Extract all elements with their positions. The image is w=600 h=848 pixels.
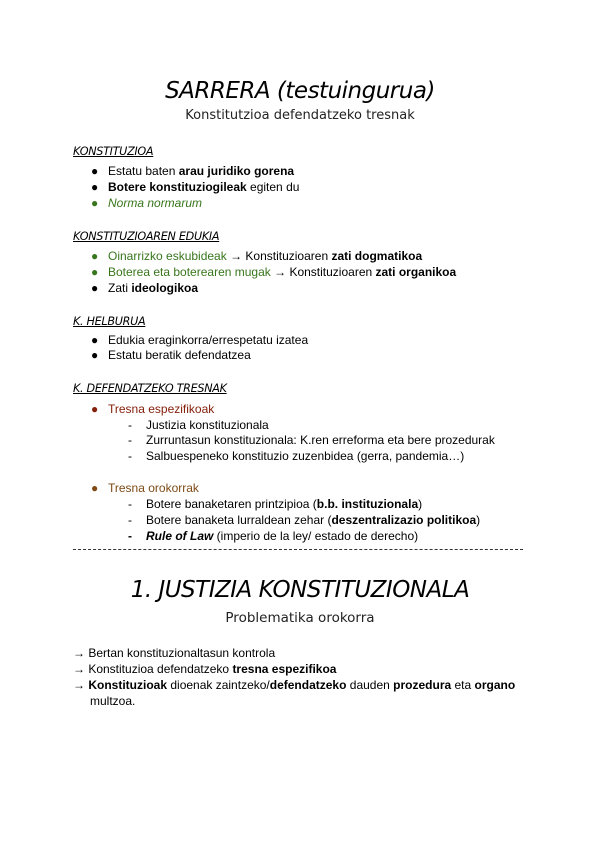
line-bold-text: defendatzeko	[269, 678, 347, 692]
line-text: → Bertan konstituzionaltasun kontrola	[73, 646, 276, 660]
list-item	[91, 281, 198, 295]
item-text: Estatu beratik defendatzea	[108, 348, 251, 362]
bullet-icon: ●	[91, 281, 99, 295]
section-heading-konstituzioa: KONSTITUZIOA	[73, 145, 154, 158]
list-item	[91, 348, 251, 362]
section-heading-helburua: K. HELBURUA	[73, 315, 146, 328]
line-text: dioenak zaintzeko/	[167, 678, 270, 692]
line-bold-text: Konstituzioak	[88, 678, 168, 692]
dash-icon: -	[128, 513, 132, 527]
item-text: Zurruntasun konstituzionala: K.ren erreforma eta bere prozedurak	[146, 433, 495, 447]
chapter-title: 1. JUSTIZIA KONSTITUZIONALA	[130, 577, 470, 603]
item-italic-text: Norma normarum	[108, 196, 203, 210]
arrow-line	[73, 662, 336, 677]
item-text: Botere banaketaren printzipioa (	[146, 497, 317, 511]
item-bold-text: b.b. instituzionala	[316, 497, 419, 511]
bullet-icon: ●	[91, 180, 99, 194]
item-text: Salbuespeneko konstituzio zuzenbidea (gerra, pandemia…)	[146, 449, 465, 463]
line-text: dauden	[346, 678, 394, 692]
item-bold-text: deszentralizazio politikoa	[331, 513, 477, 527]
dash-icon: -	[128, 433, 132, 447]
arrow-line-continuation	[90, 694, 135, 709]
sub-list-item	[128, 449, 464, 463]
item-colored-text: Oinarrizko eskubideak	[108, 249, 227, 263]
list-item	[91, 180, 299, 194]
arrow-line	[73, 646, 275, 661]
item-text: Tresna orokorrak	[108, 481, 199, 495]
sub-list-item	[128, 497, 422, 511]
item-bold-text: Botere konstituziogileak	[108, 180, 247, 194]
sub-list-item	[128, 513, 480, 527]
dash-icon: -	[128, 497, 132, 511]
list-item	[91, 196, 202, 210]
item-text: Edukia eraginkorra/errespetatu izatea	[108, 333, 309, 347]
list-item	[91, 402, 214, 416]
page-title: SARRERA (testuingurua)	[165, 78, 435, 104]
line-text: eta	[451, 678, 475, 692]
arrow-icon: →	[73, 678, 89, 692]
item-bold-italic-text: Rule of Law	[146, 529, 214, 543]
sub-list-item	[128, 418, 269, 432]
line-text: → Konstituzioa defendatzeko	[73, 662, 233, 676]
item-text: → Konstituzioaren	[270, 265, 376, 279]
item-bold-text: ideologikoa	[131, 281, 199, 295]
bullet-icon: ●	[91, 402, 99, 416]
item-bold-text: zati organikoa	[375, 265, 457, 279]
list-item	[91, 249, 422, 263]
chapter-subtitle: Problematika orokorra	[225, 610, 375, 626]
list-item	[91, 481, 199, 495]
bullet-icon: ●	[91, 481, 99, 495]
line-bold-text: organo	[474, 678, 516, 692]
line-bold-text: tresna espezifikoa	[232, 662, 337, 676]
bullet-icon: ●	[91, 249, 99, 263]
bullet-icon: ●	[91, 164, 99, 178]
item-text: )	[418, 497, 423, 511]
item-text: Zati	[108, 281, 132, 295]
dash-icon: -	[128, 418, 132, 432]
item-bold-text: arau juridiko gorena	[178, 164, 295, 178]
item-text: → Konstituzioaren	[226, 249, 332, 263]
item-text: Tresna espezifikoak	[108, 402, 215, 416]
item-colored-text: Boterea eta boterearen mugak	[108, 265, 271, 279]
item-text: Justizia konstituzionala	[146, 418, 269, 432]
bullet-icon: ●	[91, 348, 99, 362]
page-subtitle: Konstitutzioa defendatzeko tresnak	[185, 108, 415, 123]
line-text: multzoa.	[90, 694, 136, 708]
item-text: Estatu baten	[108, 164, 179, 178]
item-text: )	[476, 513, 481, 527]
list-item	[91, 333, 308, 347]
arrow-line	[73, 678, 515, 693]
bullet-icon: ●	[91, 196, 99, 210]
item-text: egiten du	[246, 180, 300, 194]
sub-list-item	[128, 433, 495, 447]
list-item	[91, 265, 456, 279]
dash-icon: -	[128, 449, 132, 463]
bullet-icon: ●	[91, 333, 99, 347]
sub-list-item	[128, 529, 418, 543]
line-bold-text: prozedura	[393, 678, 452, 692]
item-bold-text: zati dogmatikoa	[331, 249, 423, 263]
list-item	[91, 164, 294, 178]
section-heading-tresnak: K. DEFENDATZEKO TRESNAK	[73, 382, 227, 395]
dash-icon: -	[128, 529, 132, 543]
bullet-icon: ●	[91, 265, 99, 279]
item-text: Botere banaketa lurraldean zehar (	[146, 513, 332, 527]
section-divider	[73, 549, 523, 550]
item-text: (imperio de la ley/ estado de derecho)	[213, 529, 419, 543]
section-heading-edukia: KONSTITUZIOAREN EDUKIA	[73, 230, 220, 243]
